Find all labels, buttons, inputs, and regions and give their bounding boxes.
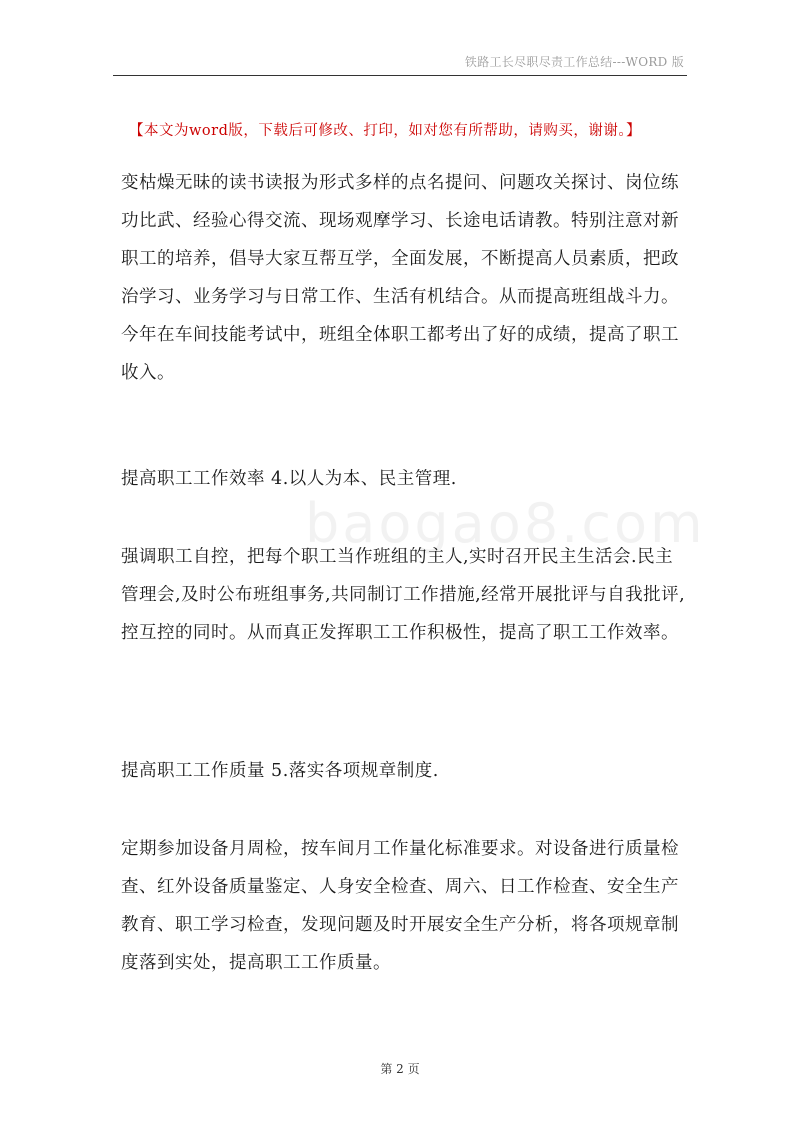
header-divider <box>113 75 687 76</box>
paragraph-4: 提高职工工作质量 5.落实各项规章制度. <box>121 761 439 781</box>
paragraph-1: 变枯燥无昧的读书读报为形式多样的点名提问、问题攻关探讨、岗位练功比武、经验心得交流、现场观摩学习、长途电话请教。特别注意对新职工的培养，倡导大家互帮互学，全面发展，不断提高人员素质，把政治学习、业务学习与日常工作、生活有机结合。从而提高班组战斗力。今年在车间技能考试中，班组全体职工都考出了好的成绩，提高了职工收入。 <box>121 173 679 383</box>
paragraph-3: 强调职工自控，把每个职工当作班组的主人,实时召开民主生活会.民主管理会,及时公布班组事务,共同制订工作措施,经常开展批评与自我批评,控互控的同时。从而真正发挥职工工作积极性，提高了职工工作效率。 <box>121 547 686 643</box>
paragraph-2: 提高职工工作效率 4.以人为本、民主管理. <box>121 469 457 489</box>
paragraph-5: 定期参加设备月周检，按车间月工作量化标准要求。对设备进行质量检查、红外设备质量鉴定、人身安全检查、周六、日工作检查、安全生产教育、职工学习检查，发现问题及时开展安全生产分析，将各项规章制度落到实处，提高职工工作质量。 <box>121 839 679 973</box>
page-number: 第 2 页 <box>380 1062 420 1076</box>
watermark-text: baogao8.com <box>305 492 706 555</box>
header-title: 铁路工长尽职尽责工作总结---WORD 版 <box>464 55 684 69</box>
purchase-notice: 【本文为word版，下载后可修改、打印，如对您有所帮助，请购买，谢谢。】 <box>129 123 642 139</box>
